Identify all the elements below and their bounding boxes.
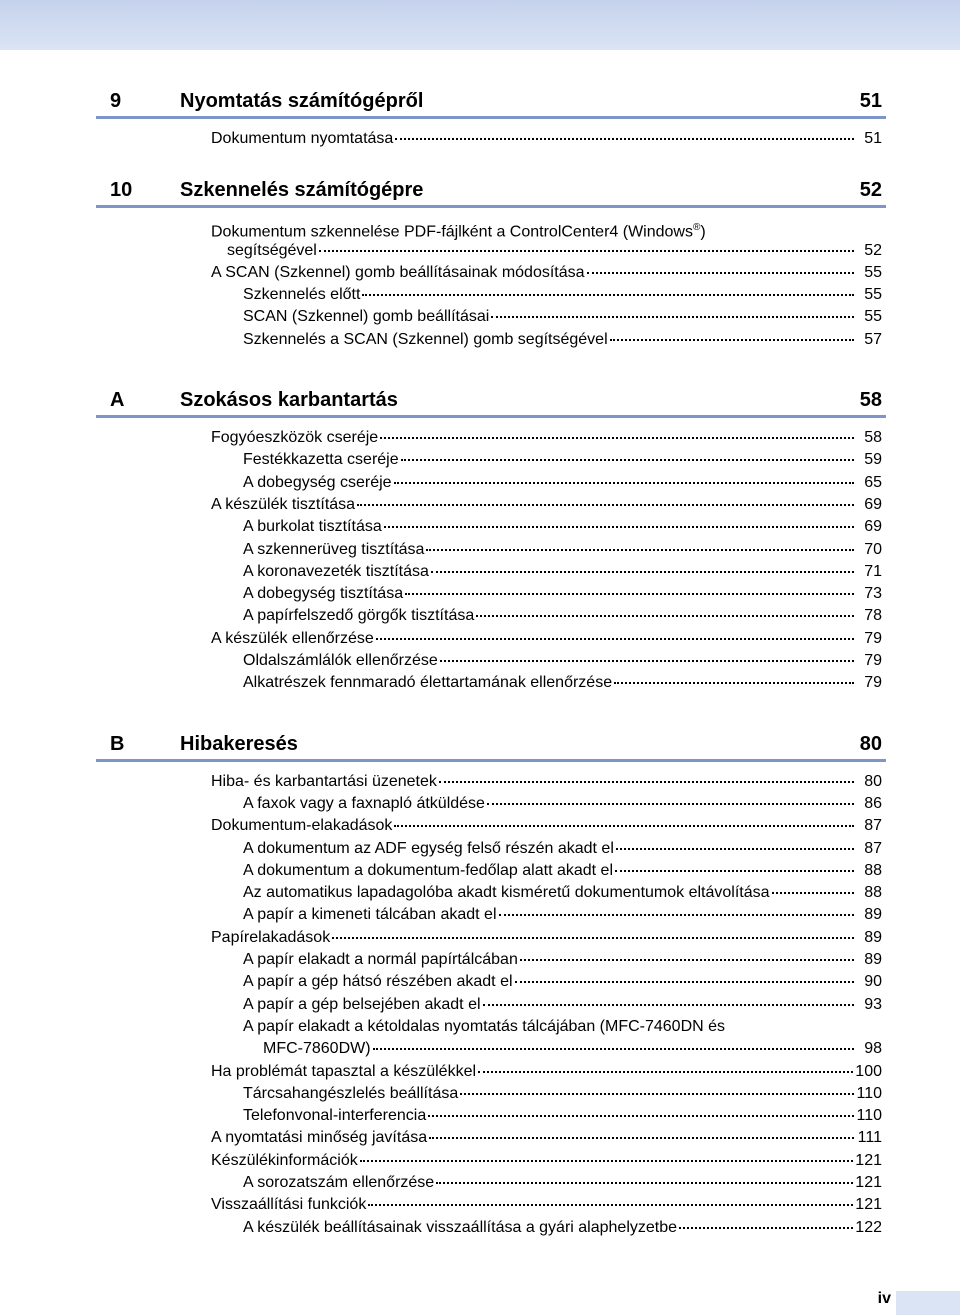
header-band — [0, 0, 960, 50]
entry-title: Oldalszámlálók ellenőrzése — [243, 652, 438, 670]
entry-title: Papírelakadások — [211, 928, 331, 946]
dot-leader — [610, 339, 854, 341]
entry-text — [211, 1150, 358, 1172]
entry-text — [243, 561, 429, 583]
entry-page: 87 — [864, 839, 882, 857]
dot-leader — [431, 571, 854, 573]
toc-entry[interactable] — [96, 1217, 886, 1239]
entry-page: 69 — [864, 518, 882, 536]
toc-entry[interactable] — [96, 306, 886, 328]
toc-entry[interactable] — [96, 971, 886, 993]
entry-page: 79 — [864, 652, 882, 670]
entry-title: A szkennerüveg tisztítása — [243, 540, 425, 558]
entry-page: 59 — [864, 451, 882, 469]
entry-text — [243, 329, 608, 351]
entry-title: A papír a kimeneti tálcában akadt el — [243, 906, 497, 924]
entry-text — [243, 1172, 434, 1194]
entry-list — [96, 208, 886, 351]
dot-leader — [487, 803, 854, 805]
entry-page: 88 — [864, 884, 882, 902]
entry-title: A nyomtatási minőség javítása — [211, 1129, 428, 1147]
entry-title: Dokumentum szkennelése PDF-fájlként a ControlCenter4 (Windows — [211, 223, 693, 241]
entry-title: A készülék beállításainak visszaállítása a gyári alaphelyzetbe — [243, 1218, 678, 1236]
entry-page: 58 — [864, 429, 882, 447]
dot-leader — [429, 1137, 854, 1139]
page-number: iv — [877, 1290, 891, 1307]
entry-title: A dobegység cseréje — [243, 473, 392, 491]
entry-text — [211, 1127, 427, 1149]
toc-entry[interactable] — [96, 1038, 886, 1060]
entry-text — [243, 583, 403, 605]
toc-entry[interactable] — [96, 516, 886, 538]
entry-page: 121 — [855, 1196, 882, 1214]
toc-entry[interactable] — [96, 583, 886, 605]
entry-title: A papírfelszedő görgők tisztítása — [243, 607, 475, 625]
dot-leader — [426, 549, 854, 551]
dot-leader — [587, 272, 854, 274]
entry-text — [243, 449, 399, 471]
entry-page: 98 — [864, 1040, 882, 1058]
entry-text — [211, 494, 355, 516]
entry-page: 70 — [864, 540, 882, 558]
entry-text — [243, 472, 392, 494]
entry-page: 89 — [864, 951, 882, 969]
chapter-heading[interactable] — [96, 86, 886, 119]
entry-title: Készülékinformációk — [211, 1151, 358, 1169]
entry-text — [211, 128, 393, 150]
entry-title: A dobegység tisztítása — [243, 585, 404, 603]
entry-page: 89 — [864, 928, 882, 946]
entry-text — [243, 971, 513, 993]
dot-leader — [373, 1048, 854, 1050]
dot-leader — [679, 1227, 853, 1229]
chapter-title: Szokásos karbantartás — [180, 389, 398, 412]
entry-page: 110 — [856, 1084, 882, 1102]
toc-entry[interactable] — [96, 329, 886, 351]
entry-page: 121 — [855, 1151, 882, 1169]
toc-entry[interactable] — [96, 882, 886, 904]
toc-entry[interactable] — [96, 1016, 886, 1038]
entry-text — [227, 240, 317, 262]
entry-text — [243, 838, 614, 860]
entry-title: Dokumentum nyomtatása — [211, 130, 394, 147]
entry-title: Az automatikus lapadagolóba akadt kisméretű dokumentumok eltávolítása — [243, 884, 770, 902]
toc-entry[interactable] — [96, 1083, 886, 1105]
toc-entry[interactable] — [96, 1150, 886, 1172]
toc-entry[interactable] — [96, 1127, 886, 1149]
chapter-number: A — [110, 389, 125, 412]
entry-title: A burkolat tisztítása — [243, 518, 382, 536]
chapter-number: B — [110, 732, 125, 755]
entry-page: 89 — [864, 906, 882, 924]
entry-title: Szkennelés előtt — [243, 286, 361, 304]
dot-leader — [439, 781, 854, 783]
dot-leader — [440, 660, 854, 662]
chapter-page: 52 — [859, 179, 882, 202]
chapter-page: 51 — [859, 90, 882, 112]
entry-title: Hiba- és karbantartási üzenetek — [211, 772, 437, 790]
entry-title: A dokumentum az ADF egység felső részén akadt el — [243, 839, 614, 857]
chapter-title: Hibakeresés — [180, 732, 298, 755]
toc-entry[interactable] — [96, 1194, 886, 1216]
entry-page: 71 — [864, 562, 882, 580]
dot-leader — [332, 937, 854, 939]
toc-entry[interactable] — [96, 1172, 886, 1194]
dot-leader — [405, 593, 854, 595]
entry-title: A készülék ellenőrzése — [211, 629, 374, 647]
entry-title: Alkatrészek fennmaradó élettartamának ellenőrzése — [243, 674, 613, 692]
entry-title: Visszaállítási funkciók — [211, 1196, 367, 1214]
toc-entry[interactable] — [96, 672, 886, 694]
entry-text — [243, 516, 382, 538]
dot-leader — [360, 1160, 854, 1162]
entry-title: A koronavezeték tisztítása — [243, 562, 429, 580]
entry-text — [243, 672, 612, 694]
dot-leader — [614, 682, 854, 684]
toc-entry[interactable] — [96, 449, 886, 471]
toc-entry[interactable] — [96, 771, 886, 793]
entry-text — [263, 1038, 371, 1060]
entry-page: 51 — [864, 130, 882, 147]
dot-leader — [520, 959, 854, 961]
toc-entry[interactable] — [96, 628, 886, 650]
toc-entry[interactable] — [96, 539, 886, 561]
entry-title: A dokumentum a dokumentum-fedőlap alatt akadt el — [243, 861, 613, 879]
entry-text — [243, 1083, 458, 1105]
toc-entry[interactable] — [96, 650, 886, 672]
entry-title: A papír elakadt a normál papírtálcában — [243, 951, 518, 969]
chapter-heading[interactable] — [96, 175, 886, 208]
entry-text — [211, 771, 437, 793]
entry-list — [96, 119, 886, 150]
entry-tail: ) — [700, 223, 706, 241]
entry-title: Festékkazetta cseréje — [243, 451, 399, 469]
toc-entry[interactable] — [96, 994, 886, 1016]
entry-page: 65 — [864, 473, 882, 491]
chapter-number: 9 — [110, 90, 122, 112]
entry-text — [243, 284, 360, 306]
entry-text — [243, 860, 613, 882]
toc-entry[interactable] — [96, 1061, 886, 1083]
entry-page: 73 — [864, 585, 882, 603]
chapter-page: 80 — [859, 732, 882, 755]
toc-entry[interactable] — [96, 561, 886, 583]
dot-leader — [499, 914, 855, 916]
entry-list — [96, 418, 886, 695]
dot-leader — [357, 504, 854, 506]
entry-page: 110 — [856, 1107, 882, 1125]
toc-entry[interactable] — [96, 904, 886, 926]
entry-title: A SCAN (Szkennel) gomb beállításainak módosítása — [211, 263, 585, 281]
dot-leader — [615, 870, 854, 872]
entry-title: Tárcsahangészlelés beállítása — [243, 1084, 459, 1102]
entry-text — [243, 605, 474, 627]
dot-leader — [376, 638, 854, 640]
entry-list — [96, 762, 886, 1239]
dot-leader — [368, 1204, 853, 1206]
dot-leader — [362, 294, 854, 296]
dot-leader — [476, 615, 854, 617]
entry-text — [243, 539, 424, 561]
entry-title: A papír a gép belsejében akadt el — [243, 995, 481, 1013]
chapter-title: Nyomtatás számítógépről — [180, 90, 424, 112]
dot-leader — [460, 1093, 854, 1095]
dot-leader — [616, 848, 854, 850]
entry-title: SCAN (Szkennel) gomb beállításai — [243, 308, 490, 326]
chapter-title: Szkennelés számítógépre — [180, 179, 424, 202]
entry-title: Fogyóeszközök cseréje — [211, 429, 379, 447]
dot-leader — [401, 459, 854, 461]
dot-leader — [428, 1115, 854, 1117]
entry-text — [211, 628, 374, 650]
chapter-heading[interactable] — [96, 729, 886, 762]
dot-leader — [394, 825, 854, 827]
entry-page: 90 — [864, 973, 882, 991]
dot-leader — [772, 892, 854, 894]
entry-page: 52 — [864, 241, 882, 259]
entry-title: Ha problémát tapasztal a készülékkel — [211, 1062, 477, 1080]
entry-page: 122 — [855, 1218, 882, 1236]
toc-entry[interactable] — [96, 472, 886, 494]
entry-title: segítségével — [227, 241, 317, 259]
entry-page: 79 — [864, 629, 882, 647]
toc-entry[interactable] — [96, 217, 886, 239]
chapter-page: 58 — [859, 389, 882, 412]
entry-page: 93 — [864, 995, 882, 1013]
dot-leader — [384, 526, 854, 528]
entry-text — [243, 904, 497, 926]
dot-leader — [394, 482, 854, 484]
entry-title: Dokumentum-elakadások — [211, 817, 393, 835]
chapter-number: 10 — [110, 179, 133, 202]
entry-text — [243, 1217, 677, 1239]
entry-page: 100 — [855, 1062, 882, 1080]
entry-title: A készülék tisztítása — [211, 495, 356, 513]
dot-leader — [483, 1004, 854, 1006]
entry-text — [211, 262, 585, 284]
entry-text — [211, 815, 392, 837]
entry-text — [243, 882, 770, 904]
dot-leader — [436, 1182, 853, 1184]
entry-page: 111 — [857, 1129, 882, 1147]
toc-entry[interactable] — [96, 1105, 886, 1127]
entry-title: A faxok vagy a faxnapló átküldése — [243, 794, 485, 812]
entry-page: 121 — [855, 1173, 882, 1191]
entry-page: 55 — [864, 286, 882, 304]
entry-text — [211, 427, 378, 449]
entry-text — [243, 994, 481, 1016]
dot-leader — [380, 437, 854, 439]
toc-entry[interactable] — [96, 860, 886, 882]
entry-title: Telefonvonal-interferencia — [243, 1107, 427, 1125]
entry-text — [243, 306, 489, 328]
dot-leader — [395, 138, 854, 140]
entry-text — [243, 650, 438, 672]
dot-leader — [515, 981, 854, 983]
entry-title: Szkennelés a SCAN (Szkennel) gomb segítségével — [243, 330, 608, 348]
entry-title: A sorozatszám ellenőrzése — [243, 1173, 435, 1191]
toc-entry[interactable] — [96, 838, 886, 860]
toc-entry[interactable] — [96, 815, 886, 837]
registered-mark: ® — [692, 222, 701, 234]
entry-page: 79 — [864, 674, 882, 692]
dot-leader — [478, 1071, 853, 1073]
entry-page: 86 — [864, 794, 882, 812]
entry-page: 69 — [864, 495, 882, 513]
entry-text — [243, 793, 485, 815]
entry-page: 80 — [864, 772, 882, 790]
footer-band — [896, 1291, 960, 1315]
entry-title: A papír elakadt a kétoldalas nyomtatás tálcájában (MFC-7460DN és — [243, 1017, 726, 1035]
entry-text — [211, 1061, 476, 1083]
entry-page: 55 — [864, 263, 882, 281]
entry-page: 87 — [864, 817, 882, 835]
toc-entry[interactable] — [96, 605, 886, 627]
table-of-contents — [96, 86, 886, 1239]
entry-page: 55 — [864, 308, 882, 326]
toc-entry[interactable] — [96, 284, 886, 306]
toc-entry[interactable] — [96, 927, 886, 949]
entry-text — [243, 949, 518, 971]
entry-text — [211, 1194, 366, 1216]
entry-page: 78 — [864, 607, 882, 625]
chapter-heading[interactable] — [96, 385, 886, 418]
dot-leader — [319, 250, 854, 252]
dot-leader — [491, 316, 854, 318]
entry-text — [211, 927, 330, 949]
entry-title: A papír a gép hátsó részében akadt el — [243, 973, 513, 991]
entry-text — [243, 1105, 426, 1127]
entry-page: 57 — [864, 330, 882, 348]
toc-entry[interactable] — [96, 262, 886, 284]
toc-entry[interactable] — [96, 427, 886, 449]
entry-title: MFC-7860DW) — [263, 1040, 371, 1058]
entry-page: 88 — [864, 861, 882, 879]
toc-entry[interactable] — [96, 949, 886, 971]
toc-entry[interactable] — [96, 128, 886, 150]
entry-text — [243, 1016, 725, 1038]
toc-entry[interactable] — [96, 494, 886, 516]
toc-entry[interactable] — [96, 793, 886, 815]
